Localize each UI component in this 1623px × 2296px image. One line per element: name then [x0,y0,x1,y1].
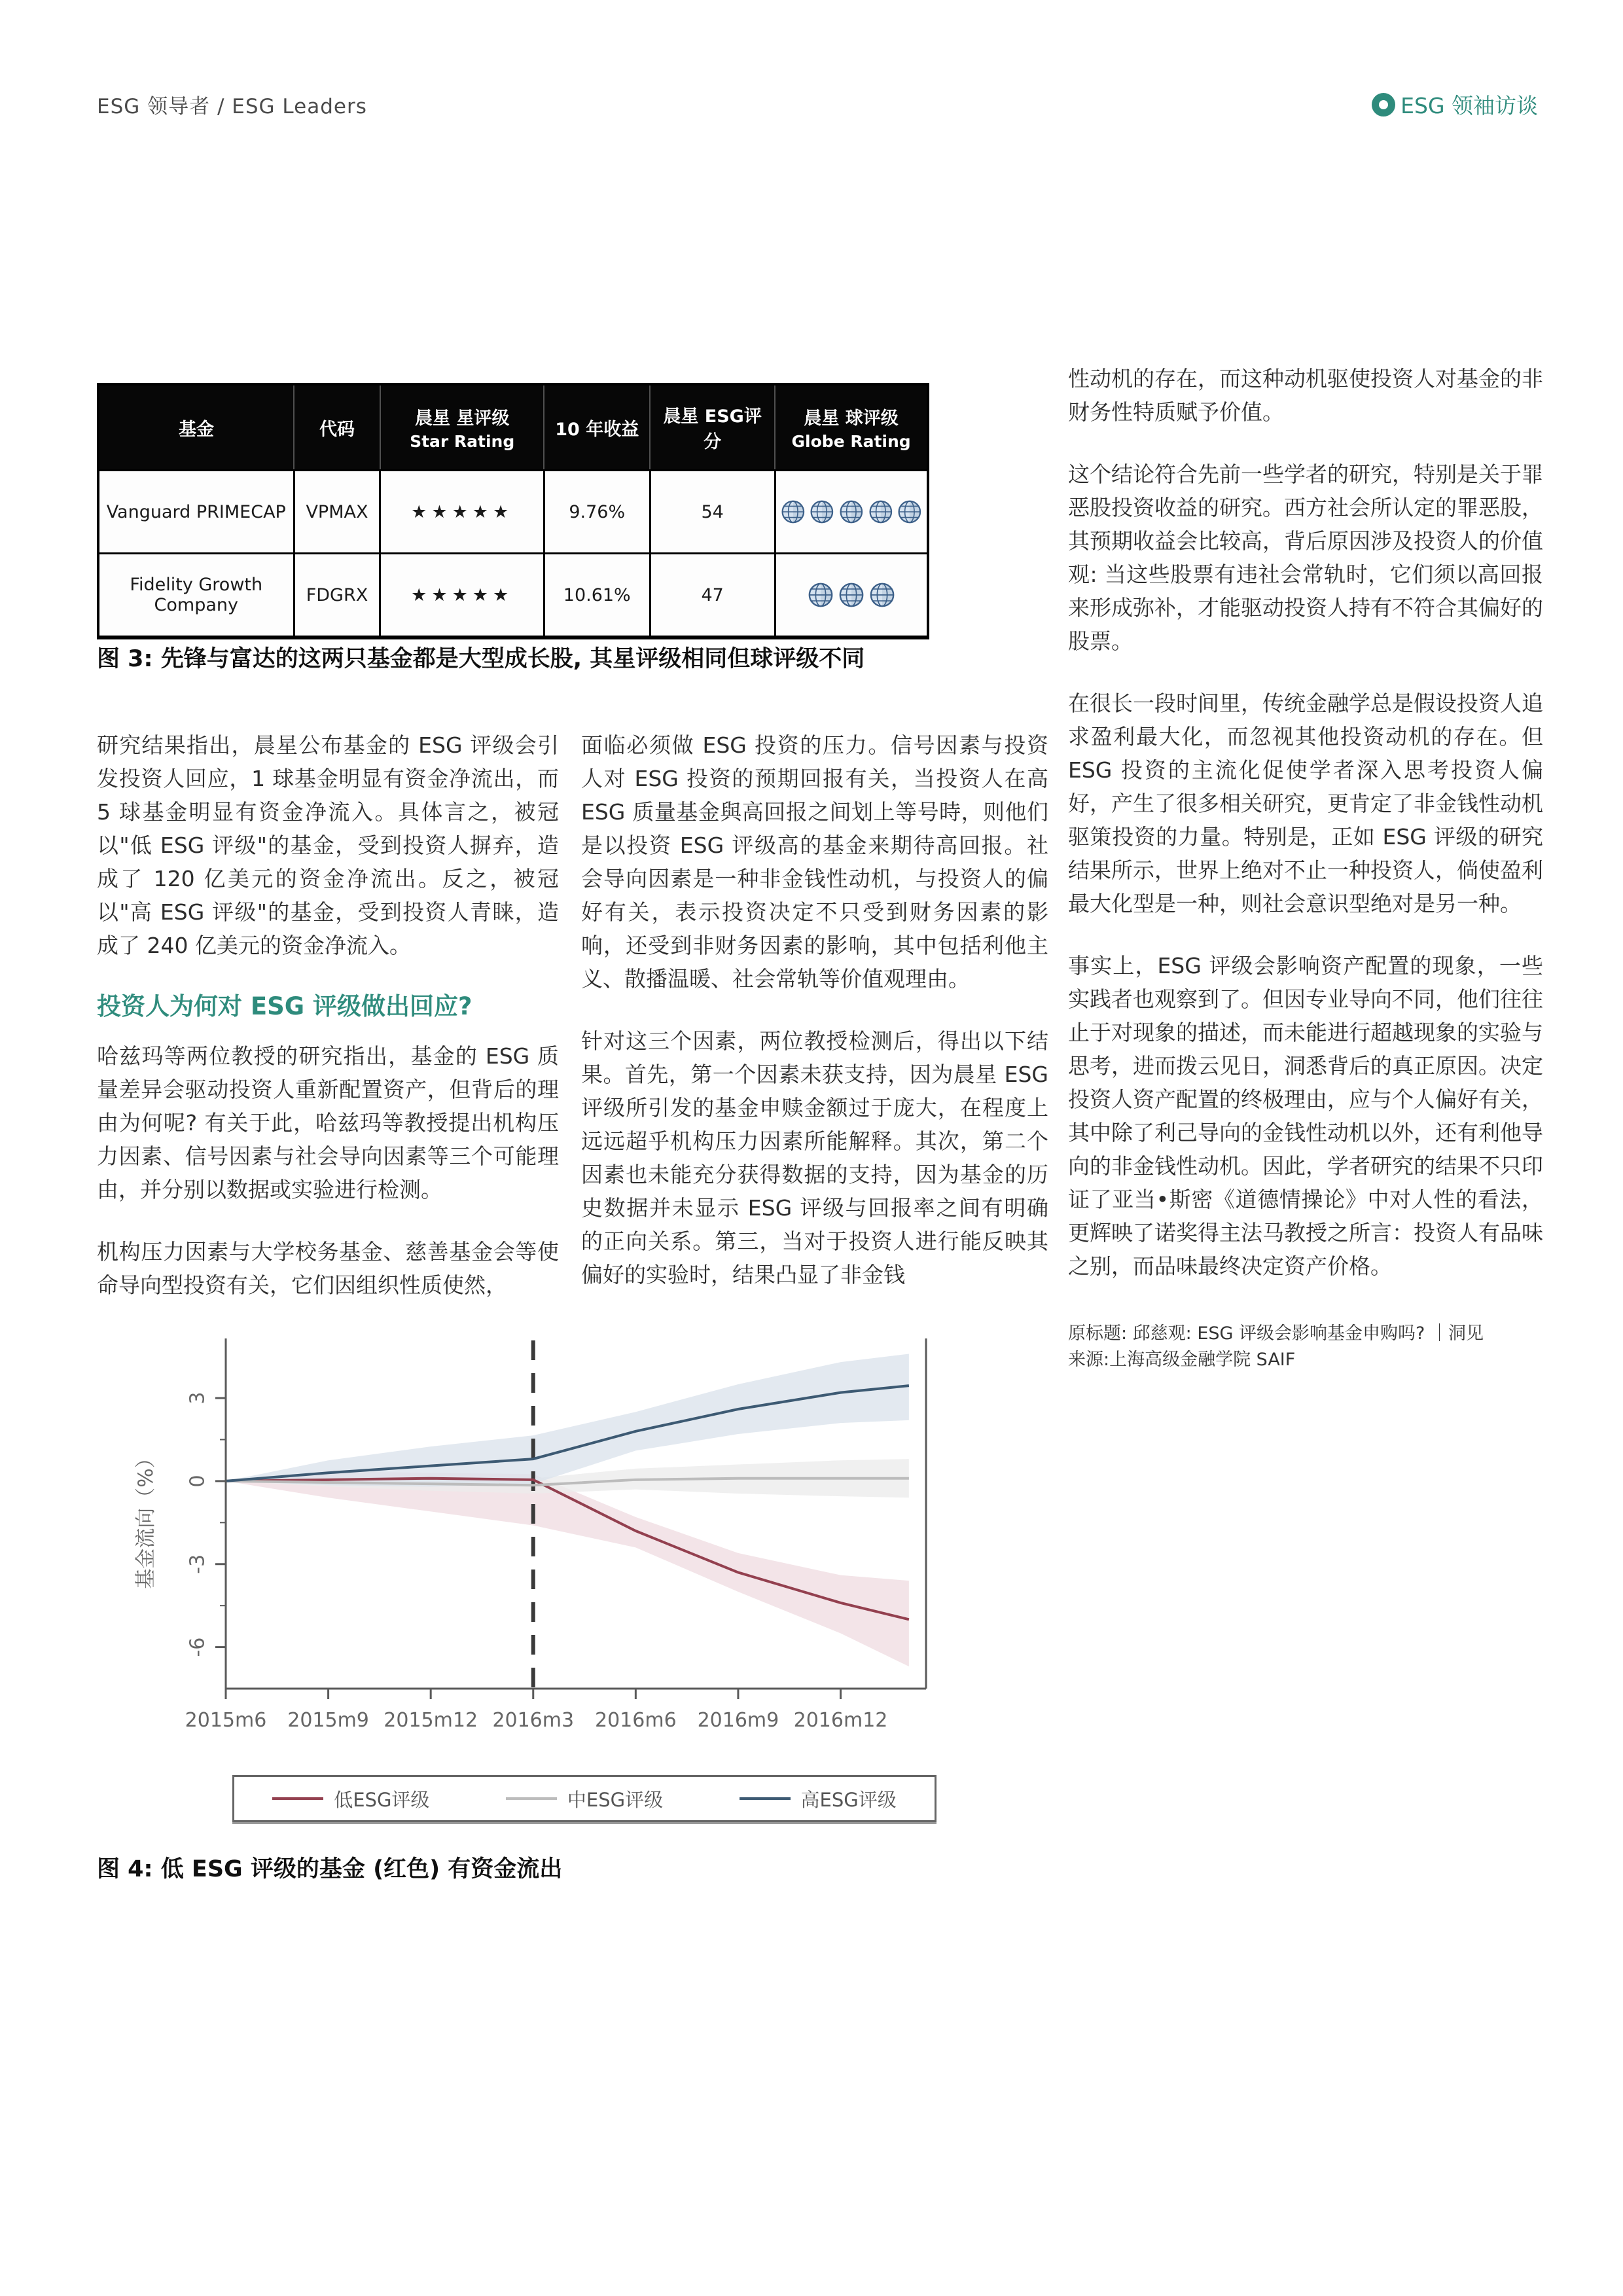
fund-code-cell: VPMAX [294,471,380,554]
column-header: 晨星 ESG评分 [650,384,775,471]
paragraph: 研究结果指出，晨星公布基金的 ESG 评级会引发投资人回应，1 球基金明显有资金净流出，而 5 球基金明显有资金净流入。具体言之，被冠以"低 ESG 评级"的基金，受到投资人摒弃，造成了 120 亿美元的资金净流出。反之，被冠以"高 ESG 评级"的基金，受到投资人青睐，造成了 240 亿美元的资金净流入。 [97,732,559,958]
return-cell: 10.61% [544,554,650,638]
svg-text:3: 3 [186,1391,209,1405]
figure4-caption: 图 4: 低 ESG 评级的基金 (红色) 有资金流出 [97,1856,563,1882]
fund-code-cell: FDGRX [294,554,380,638]
column-header: 晨星 星评级 Star Rating [380,384,544,471]
column-header: 10 年收益 [544,384,650,471]
section-heading: 投资人为何对 ESG 评级做出回应? [97,992,473,1020]
legend-label: 高ESG评级 [800,1788,897,1811]
figure3-caption: 图 3: 先锋与富达的这两只基金都是大型成长股, 其星评级相同但球评级不同 [97,646,865,672]
paragraph: 性动机的存在，而这种动机驱使投资人对基金的非财务性特质赋予价值。 [1068,366,1543,425]
column-header: 晨星 球评级 Globe Rating [775,384,928,471]
column-middle [581,728,1048,1291]
star-rating-cell: ★★★★★ [380,471,544,554]
globe-icon [807,581,834,609]
globe-rating-cell [775,554,928,638]
fund-row [98,554,928,638]
fund-name-cell: Vanguard PRIMECAP [98,471,294,554]
globe-icon [809,498,835,526]
fund-row [98,471,928,554]
svg-text:-6: -6 [186,1637,209,1657]
source-note [1068,1321,1543,1373]
globe-rating-cell [775,471,928,554]
globe-icon [897,498,923,526]
globe-icon [868,581,896,609]
legend-label: 中ESG评级 [567,1788,664,1811]
column-header: 代码 [294,384,380,471]
legend-line-swatch [272,1797,323,1800]
column-right [1068,362,1543,1373]
paragraph: 这个结论符合先前一些学者的研究，特别是关于罪恶股投资收益的研究。西方社会所认定的罪恶股，其预期收益会比较高，背后原因涉及投资人的价值观: 当这些股票有违社会常轨时，它们须以高回报来形成弥补，才能驱动投资人持有不符合其偏好的股票。 [1068,461,1543,654]
svg-text:2016m3: 2016m3 [492,1709,575,1732]
brand-logo [1372,89,1538,120]
svg-text:2015m9: 2015m9 [287,1709,369,1732]
svg-text:2015m12: 2015m12 [383,1709,478,1732]
svg-text:基金流向（%）: 基金流向（%） [134,1448,158,1589]
legend-label: 低ESG评级 [334,1788,430,1811]
svg-text:0: 0 [186,1475,209,1488]
paragraph: 针对这三个因素，两位教授检测后，得出以下结果。首先，第一个因素未获支持，因为晨星 ESG 评级所引发的基金申赎金额过于庞大，在程度上远远超乎机构压力因素所能解释。其次，第二个因素也未能充分获得数据的支持，因为基金的历史数据并未显示 ESG 评级与回报率之间有明确的正向关系。第三，当对于投资人进行能反映其偏好的实验时，结果凸显了非金钱 [581,1028,1048,1287]
paragraph: 哈兹玛等两位教授的研究指出，基金的 ESG 质量差异会驱动投资人重新配置资产，但背后的理由为何呢? 有关于此，哈兹玛等教授提出机构压力因素、信号因素与社会导向因素等三个可能理由，并分别以数据或实验进行检测。 [97,1043,559,1202]
paragraph: 面临必须做 ESG 投资的压力。信号因素与投资人对 ESG 投资的预期回报有关，当投资人在高 ESG 质量基金與高回报之间划上等号時，则他们是以投资 ESG 评级高的基金来期待高回报。社会导向因素是一种非金钱性动机，与投资人的偏好有关，表示投资决定不只受到财务因素的影响，还受到非财务因素的影响，其中包括利他主义、散播温暖、社会常轨等价值观理由。 [581,732,1048,992]
fund-table-body [98,471,928,638]
esg-score-cell: 47 [650,554,775,638]
source-original-title: 原标题: 邱慈观: ESG 评级会影响基金申购吗? ｜洞见 [1068,1323,1484,1344]
svg-text:-3: -3 [186,1554,209,1574]
column-header: 基金 [98,384,294,471]
legend-line-swatch [506,1797,557,1800]
svg-text:2016m6: 2016m6 [595,1709,677,1732]
svg-text:2015m6: 2015m6 [185,1709,267,1732]
paragraph: 事实上，ESG 评级会影响资产配置的现象，一些实践者也观察到了。但因专业导向不同，他们往往止于对现象的描述，而未能进行超越现象的实验与思考，进而拨云见日，洞悉背后的真正原因。决定投资人资产配置的终极理由，应与个人偏好有关，其中除了利己导向的金钱性动机以外，还有利他导向的非金钱性动机。因此，学者研究的结果不只印证了亚当•斯密《道德情操论》中对人性的看法，更辉映了诺奖得主法马教授之所言：投资人有品味之别，而品味最终决定资产价格。 [1068,953,1543,1279]
legend-item [740,1785,897,1812]
ring-icon [1372,93,1395,117]
esg-score-cell: 54 [650,471,775,554]
fund-table [97,383,929,639]
svg-text:2016m9: 2016m9 [697,1709,779,1732]
column-left [97,728,559,1302]
fund-name-cell: Fidelity Growth Company [98,554,294,638]
fund-flow-chart [115,1322,946,1767]
globe-icon [780,498,806,526]
legend-item [272,1785,429,1812]
page-header [97,89,1538,120]
globe-icon [838,498,865,526]
return-cell: 9.76% [544,471,650,554]
svg-text:2016m12: 2016m12 [793,1709,888,1732]
fund-table-header-row [98,384,928,471]
chart-legend [232,1775,936,1822]
legend-item [506,1785,663,1812]
brand-text: ESG 领袖访谈 [1400,93,1538,118]
fund-flow-chart-svg [115,1322,946,1767]
paragraph: 机构压力因素与大学校务基金、慈善基金会等使命导向型投资有关，它们因组织性质使然， [97,1239,559,1298]
paragraph: 在很长一段时间里，传统金融学总是假设投资人追求盈利最大化，而忽视其他投资动机的存在。但 ESG 投资的主流化促使学者深入思考投资人偏好，产生了很多相关研究，更肯定了非金钱性动机驱策投资的力量。特别是，正如 ESG 评级的研究结果所示，世界上绝对不止一种投资人，倘使盈利最大化型是一种，则社会意识型绝对是另一种。 [1068,691,1543,916]
header-section-title: ESG 领导者 / ESG Leaders [97,95,367,118]
star-rating-cell: ★★★★★ [380,554,544,638]
globe-icon [838,581,865,609]
legend-line-swatch [740,1797,791,1800]
source-origin: 来源:上海高级金融学院 SAIF [1068,1350,1296,1370]
globe-icon [868,498,894,526]
